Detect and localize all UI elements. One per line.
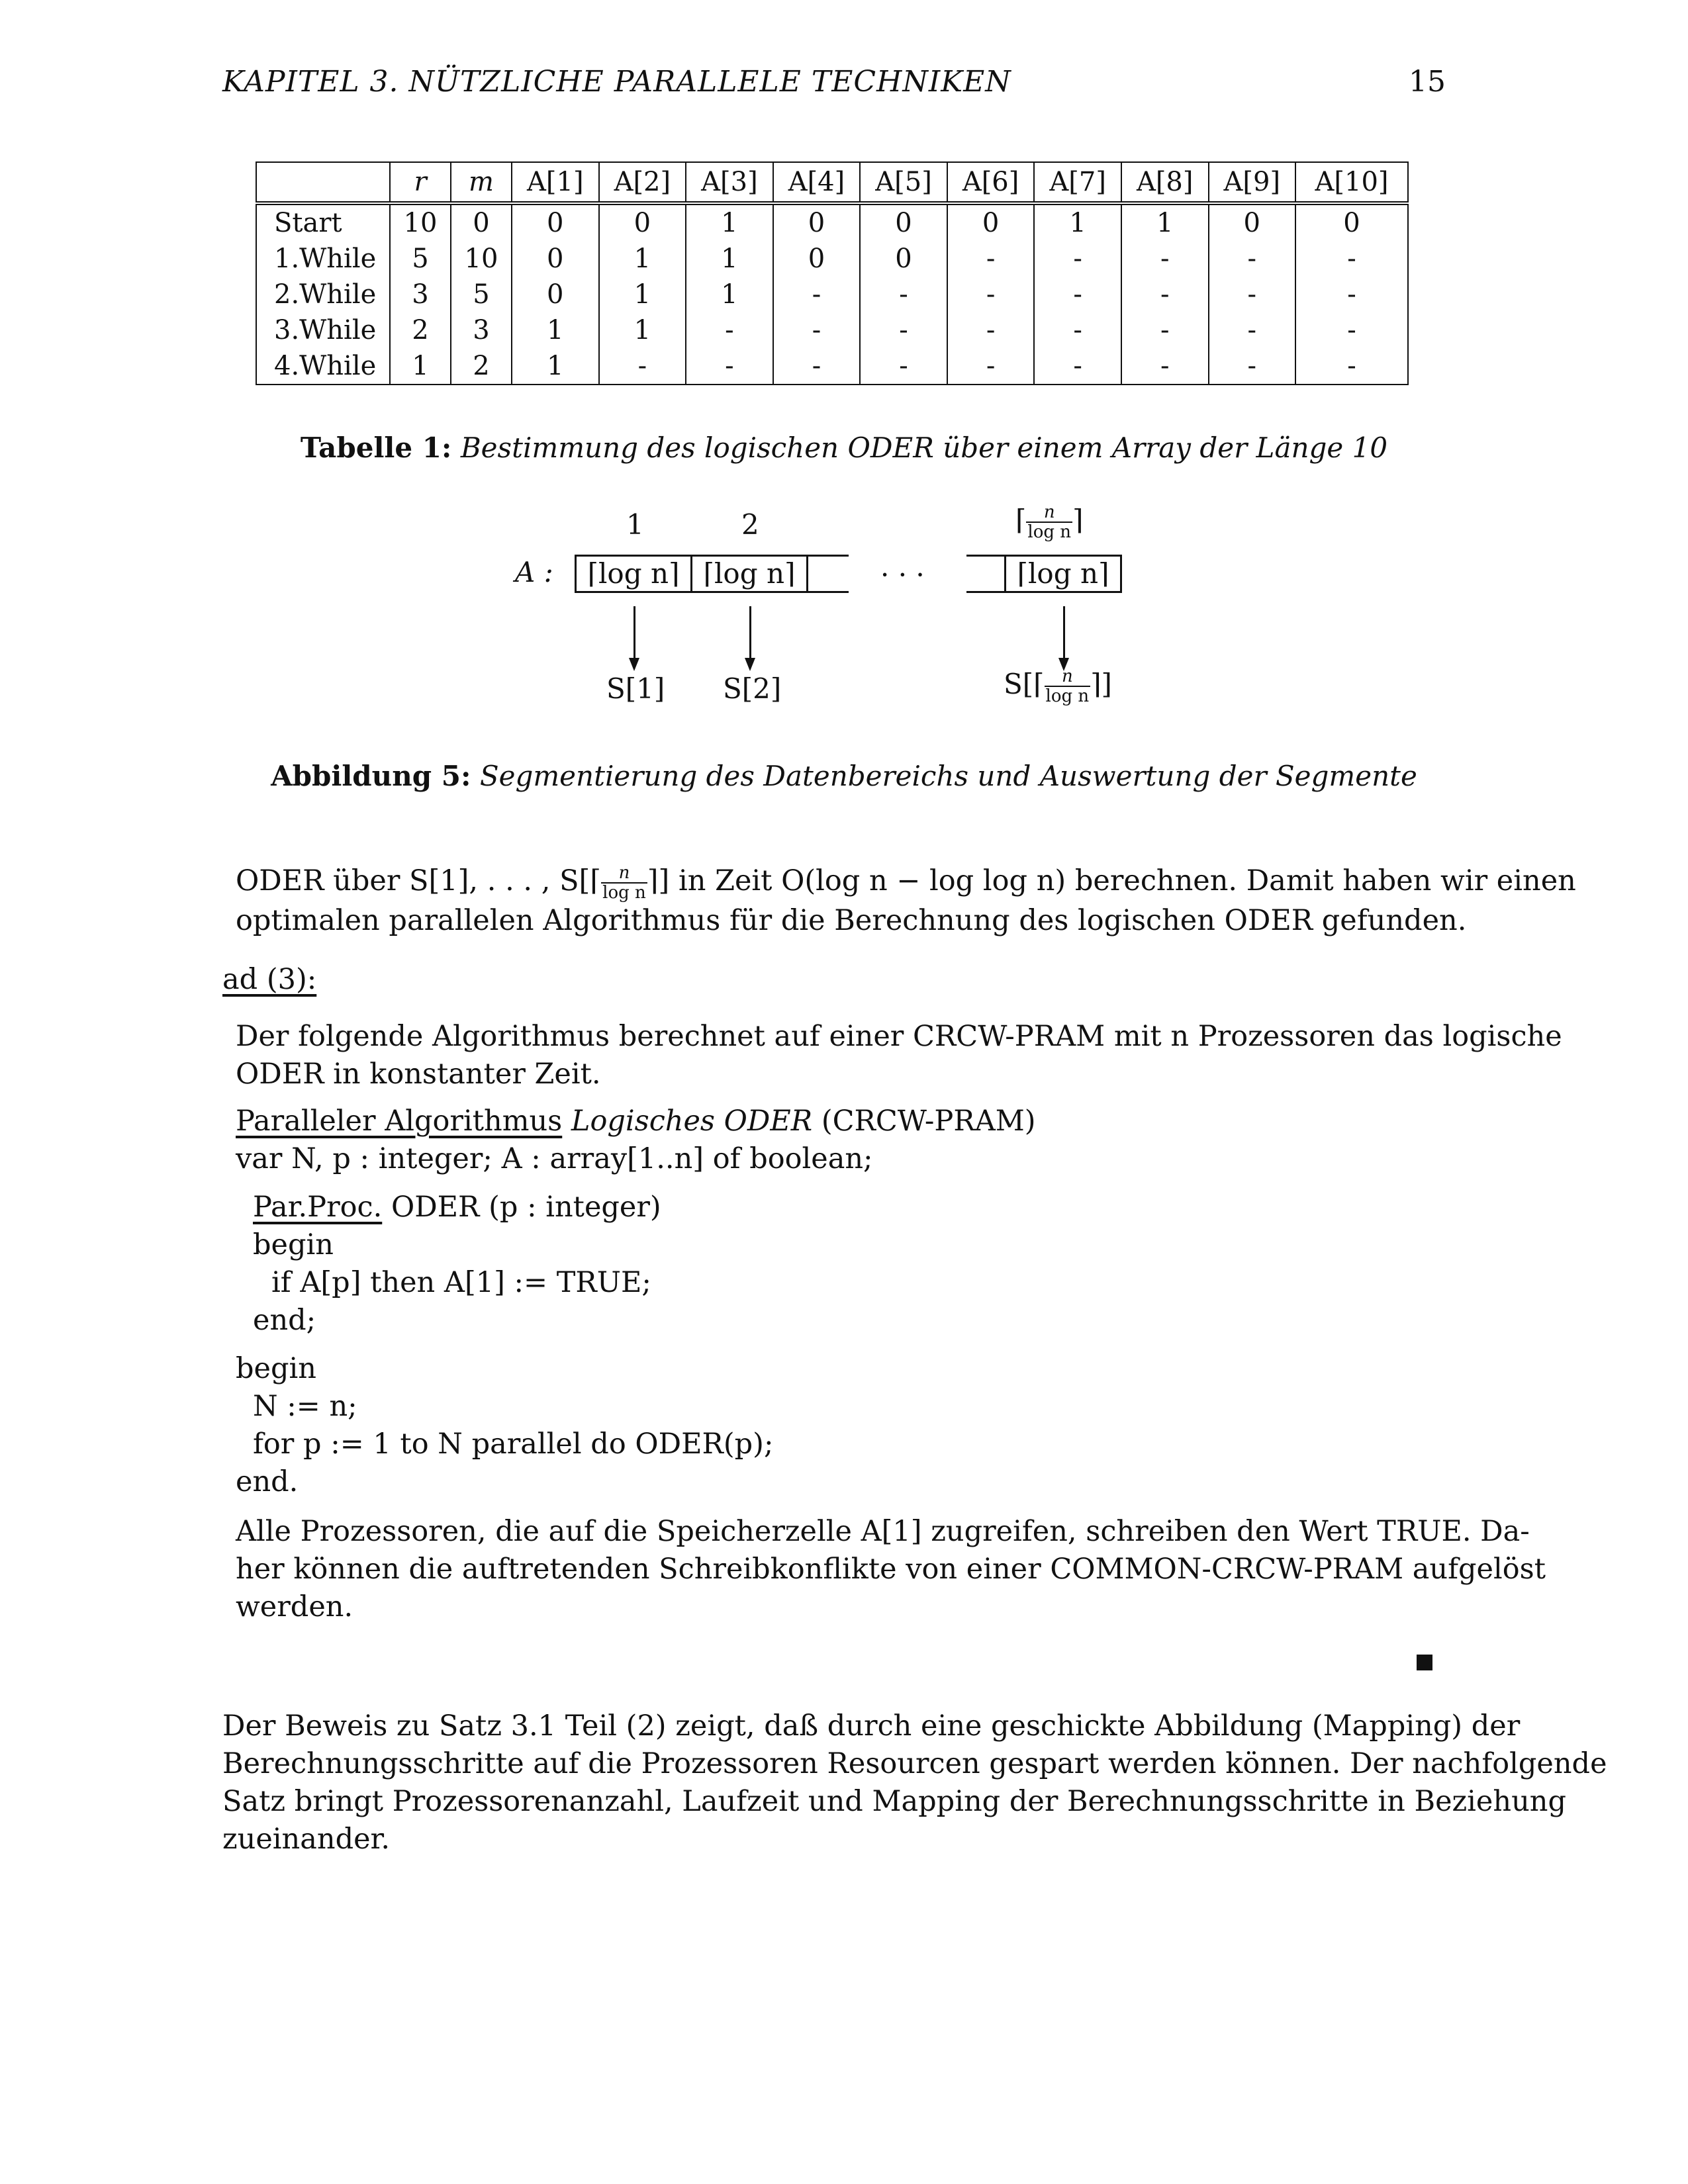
p1-line-2: optimalen parallelen Algorithmus für die Berechnung des logischen ODER gefunden. — [236, 904, 1467, 937]
proc-begin: begin — [253, 1228, 334, 1261]
table-cell: 10 — [451, 241, 512, 277]
p2-line-1: Der folgende Algorithmus berechnet auf einer CRCW-PRAM mit n Prozessoren das logische — [236, 1020, 1562, 1053]
table-row — [256, 348, 1408, 385]
col-header-a10: A[10] — [1295, 162, 1408, 203]
table-cell: 0 — [860, 241, 947, 277]
table-cell: - — [1209, 348, 1296, 385]
logical-or-table — [256, 161, 1409, 385]
col-header-m: m — [451, 162, 512, 203]
algo-title-italic: Logisches ODER — [571, 1105, 813, 1138]
arrow-1-head — [629, 658, 639, 671]
paragraph-write-conflicts — [236, 1513, 1546, 1626]
col-header-a8: A[8] — [1121, 162, 1209, 203]
segment-index-2: 2 — [741, 508, 759, 541]
p4-line-2: Berechnungsschritte auf die Prozessoren Resourcen gespart werden können. Der nachfolgende — [222, 1747, 1607, 1780]
paragraph-oder-result — [236, 862, 1576, 940]
table-cell: - — [686, 348, 773, 385]
table-cell: - — [1034, 277, 1121, 312]
col-header-a2: A[2] — [599, 162, 686, 203]
table-cell: - — [1209, 241, 1296, 277]
algo-title-rest: (CRCW-PRAM) — [821, 1105, 1036, 1138]
table-cell: - — [1295, 348, 1408, 385]
array-label: A : — [515, 556, 553, 588]
result-s1: S[1] — [606, 672, 665, 705]
arrow-2-head — [745, 658, 755, 671]
segment-index-last: ⌈ $\frac{n}{\text{log n}}$ ⌉ — [1015, 502, 1084, 542]
table-cell: 1 — [686, 203, 773, 241]
running-header-title: KAPITEL 3. NÜTZLICHE PARALLELE TECHNIKEN — [222, 65, 1011, 99]
col-header-a3: A[3] — [686, 162, 773, 203]
table-cell: 1 — [1121, 203, 1209, 241]
table-cell: 10 — [390, 203, 451, 241]
table-cell: - — [1034, 241, 1121, 277]
table-row-label: 2.While — [256, 277, 390, 312]
table-cell: - — [773, 277, 861, 312]
result-frac-den: log n — [1045, 686, 1090, 706]
qed-symbol — [1417, 1655, 1432, 1670]
table-caption-text: Bestimmung des logischen ODER über einem Array der Länge 10 — [460, 432, 1388, 464]
main-begin: begin — [236, 1352, 316, 1385]
table-cell: - — [1209, 277, 1296, 312]
ellipsis: · · · — [880, 559, 925, 591]
segment-last-label: ⌈log n⌉ — [1017, 557, 1109, 590]
arrow-2-shaft — [749, 606, 751, 658]
table-row — [256, 203, 1408, 241]
table-header-row — [256, 162, 1408, 203]
result-last-suffix: ⌉] — [1090, 668, 1112, 700]
table-cell: 1 — [599, 241, 686, 277]
table-cell: - — [773, 348, 861, 385]
figure-5-caption — [0, 760, 1688, 792]
array-segment-3-open — [806, 555, 849, 593]
proc-keyword: Par.Proc. — [253, 1191, 383, 1224]
array-segment-1 — [575, 555, 692, 593]
table-cell: 1 — [599, 312, 686, 348]
table-cell: 5 — [390, 241, 451, 277]
table-cell: 0 — [947, 203, 1035, 241]
table-cell: 3 — [390, 277, 451, 312]
table-cell: - — [1034, 312, 1121, 348]
col-header-a1: A[1] — [512, 162, 599, 203]
table-cell: 1 — [686, 241, 773, 277]
table-cell: 1 — [686, 277, 773, 312]
table-cell: - — [686, 312, 773, 348]
p3-line-1: Alle Prozessoren, die auf die Speicherzelle A[1] zugreifen, schreiben den Wert TRUE. Da- — [236, 1515, 1530, 1548]
table-row — [256, 277, 1408, 312]
ad-3-label: ad (3): — [222, 963, 317, 996]
arrow-last-head — [1058, 658, 1069, 671]
p2-line-2: ODER in konstanter Zeit. — [236, 1058, 601, 1091]
table-cell: - — [947, 312, 1035, 348]
proc-if: if A[p] then A[1] := TRUE; — [271, 1266, 651, 1299]
p1-part-b: ⌉] in Zeit O(log n − log log n) berechnen. Damit haben wir einen — [647, 864, 1576, 897]
section-ad-3 — [222, 961, 316, 999]
table-cell: 3 — [451, 312, 512, 348]
table-body — [256, 203, 1408, 385]
segment-1-label: ⌈log n⌉ — [587, 557, 680, 590]
col-header-a4: A[4] — [773, 162, 861, 203]
result-last-prefix: S[⌈ — [1004, 668, 1045, 700]
table-cell: 1 — [599, 277, 686, 312]
algo-title — [236, 1103, 1440, 1140]
p4-line-1: Der Beweis zu Satz 3.1 Teil (2) zeigt, daß durch eine geschickte Abbildung (Mapping) der — [222, 1709, 1521, 1743]
table-cell: 0 — [512, 203, 599, 241]
table-cell: - — [947, 348, 1035, 385]
table-cell: 5 — [451, 277, 512, 312]
table-cell: 2 — [390, 312, 451, 348]
p4-line-3: Satz bringt Prozessorenanzahl, Laufzeit und Mapping der Berechnungsschritte in Beziehung — [222, 1785, 1566, 1818]
main-assign: N := n; — [253, 1390, 357, 1423]
table-cell: - — [1121, 241, 1209, 277]
index-frac-den: log n — [1027, 522, 1072, 542]
proc-signature: ODER (p : integer) — [391, 1191, 661, 1224]
paragraph-satz-intro — [222, 1707, 1607, 1858]
table-cell: - — [1295, 312, 1408, 348]
table-cell: 2 — [451, 348, 512, 385]
table-cell: - — [860, 277, 947, 312]
table-cell: - — [947, 277, 1035, 312]
table-cell: - — [1121, 277, 1209, 312]
result-s-last — [1004, 667, 1112, 705]
table-cell: - — [599, 348, 686, 385]
table-1-caption — [0, 432, 1688, 464]
table-row-label: 1.While — [256, 241, 390, 277]
table-cell: - — [947, 241, 1035, 277]
table-caption-label: Tabelle 1: — [300, 432, 452, 464]
p1-part-a: ODER über S[1], . . . , S[⌈ — [236, 864, 602, 897]
main-for: for p := 1 to N parallel do ODER(p); — [253, 1428, 774, 1461]
table-cell: - — [860, 312, 947, 348]
table-cell: 0 — [512, 277, 599, 312]
table-cell: - — [1121, 312, 1209, 348]
table-cell: 0 — [599, 203, 686, 241]
table-row-label: 4.While — [256, 348, 390, 385]
table-cell: - — [1034, 348, 1121, 385]
table-cell: 0 — [512, 241, 599, 277]
table-row — [256, 241, 1408, 277]
p4-line-4: zueinander. — [222, 1823, 391, 1856]
algo-var-decl: var N, p : integer; A : array[1..n] of boolean; — [236, 1142, 873, 1175]
table-1 — [256, 161, 1409, 385]
main-end: end. — [236, 1465, 299, 1498]
col-header-a9: A[9] — [1209, 162, 1296, 203]
col-header-a5: A[5] — [860, 162, 947, 203]
table-cell: - — [1295, 277, 1408, 312]
table-cell: 0 — [773, 241, 861, 277]
proc-end: end; — [253, 1304, 316, 1337]
p1-line-1 — [236, 862, 1576, 903]
array-segment-2 — [690, 555, 808, 593]
algorithm-logical-or — [236, 1103, 1440, 1501]
table-cell: - — [1121, 348, 1209, 385]
algo-title-underlined: Paralleler Algorithmus — [236, 1105, 563, 1138]
col-header-r: r — [390, 162, 451, 203]
p3-line-3: werden. — [236, 1590, 353, 1623]
figure-caption-text: Segmentierung des Datenbereichs und Auswertung der Segmente — [479, 760, 1417, 792]
array-segment-last — [1004, 555, 1122, 593]
table-cell: 0 — [1209, 203, 1296, 241]
table-cell: - — [1295, 241, 1408, 277]
table-cell: - — [860, 348, 947, 385]
table-cell: 1 — [512, 312, 599, 348]
segment-2-label: ⌈log n⌉ — [703, 557, 796, 590]
table-cell: 1 — [512, 348, 599, 385]
table-cell: 0 — [1295, 203, 1408, 241]
arrow-1-shaft — [633, 606, 635, 658]
p1-frac-den: log n — [602, 883, 646, 903]
result-frac-num: n — [1045, 667, 1091, 687]
p1-frac-num: n — [601, 864, 647, 884]
table-cell: 0 — [451, 203, 512, 241]
table-cell: 0 — [773, 203, 861, 241]
col-header-a6: A[6] — [947, 162, 1035, 203]
figure-caption-label: Abbildung 5: — [271, 760, 471, 792]
result-s2: S[2] — [723, 672, 782, 705]
array-segment-prev-open — [966, 555, 1006, 593]
table-row — [256, 312, 1408, 348]
segment-index-1: 1 — [626, 508, 644, 541]
page-number: 15 — [1409, 65, 1446, 99]
p3-line-2: her können die auftretenden Schreibkonflikte von einer COMMON-CRCW-PRAM aufgelöst — [236, 1553, 1546, 1586]
col-header-a7: A[7] — [1034, 162, 1121, 203]
table-cell: 0 — [860, 203, 947, 241]
proc-header — [236, 1189, 1440, 1226]
paragraph-crcw-intro — [236, 1018, 1562, 1093]
arrow-last-shaft — [1063, 606, 1065, 658]
table-cell: - — [773, 312, 861, 348]
table-cell: - — [1209, 312, 1296, 348]
table-row-label: Start — [256, 203, 390, 241]
table-row-label: 3.While — [256, 312, 390, 348]
index-frac-num: n — [1026, 503, 1072, 523]
col-header-blank — [256, 162, 390, 203]
table-cell: 1 — [1034, 203, 1121, 241]
table-cell: 1 — [390, 348, 451, 385]
